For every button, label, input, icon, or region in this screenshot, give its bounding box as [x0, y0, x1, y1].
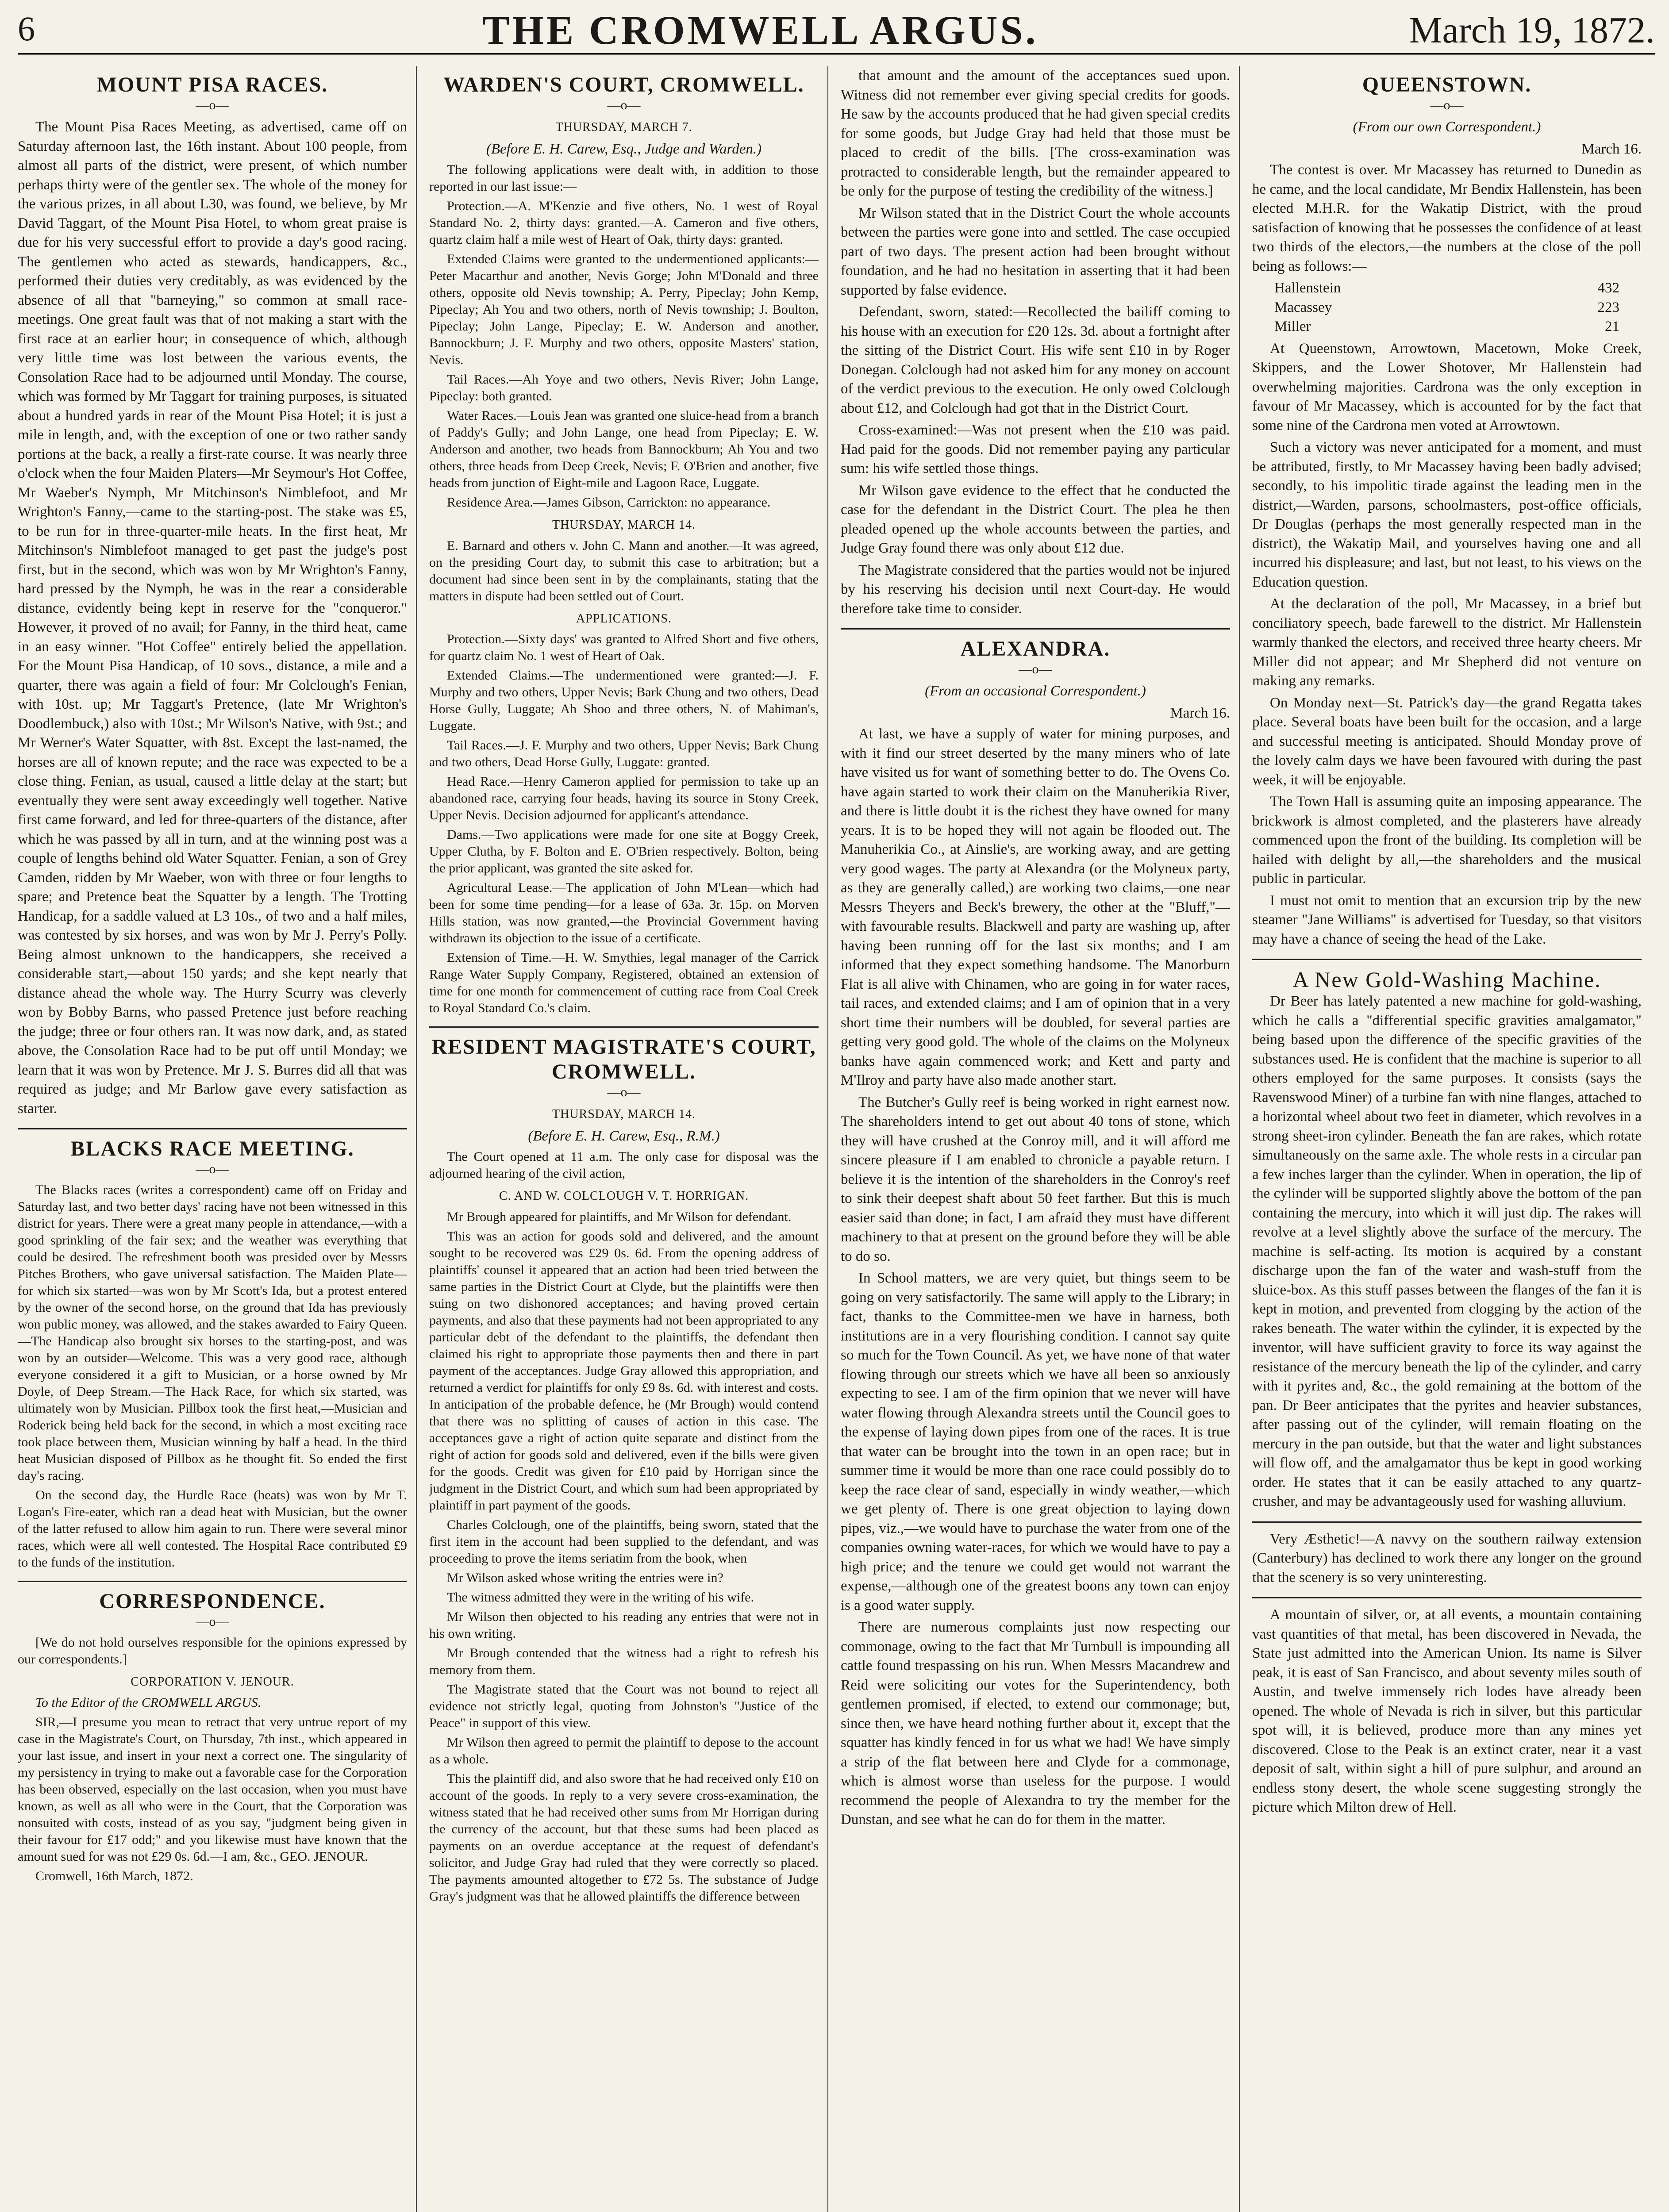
article-paragraph: Very Æsthetic!—A navvy on the southern railway extension (Canterbury) has declined to work there any longer on the ground that the scenery is so very uninteresting. [1252, 1531, 1642, 1586]
article-paragraph: In School matters, we are very quiet, but things seem to be going on very satisfactorily. The same will apply to the Library; in fact, thanks to the Committee-men we have in harness, both institutions are in a very flourishing condition. I cannot say quite so much for the Town Council. As yet, we have none of that water flowing through our streets which we have all been so anxiously expecting to see. I am of the firm opinion that we never will have water flowing through Alexandra streets until the Council goes to the expense of laying down pipes from one of the races. It is true that water can be brought into the town in an open race; but in summer time it would be more than one race could possibly do to keep the race clear of sand, especially in windy weather,—which we get plenty of. There is one great objection to laying down pipes, viz.,—we would have to purchase the water from one of the companies owning water-races, for which we would have to pay a high price; and the tenure we could get would not warrant the expense,—although one of the greatest boons any town can enjoy is a good water supply. [841, 1270, 1230, 1613]
ornament: —o— [1430, 98, 1464, 112]
ornament: —o— [1019, 662, 1052, 676]
poll-row [1272, 317, 1622, 337]
application-item: Extended Claims.—The undermentioned were granted:—J. F. Murphy and two others, Upper Nevis; Bark Chung and two others, Dead Horse Gully, Luggate; Ah Shoo and three others, N. of Mahiman's, Luggate. [429, 668, 819, 733]
article-paragraph: At Queenstown, Arrowtown, Macetown, Moke Creek, Skippers, and the Lower Shotover, Mr Hallenstein had overwhelming majorities. Cardrona was the only exception in favour of Mr Macassey, which is accounted for by the fact that some nine of the Cardrona men voted at Arrowtown. [1252, 340, 1642, 434]
article-paragraph: The Mount Pisa Races Meeting, as advertised, came off on Saturday afternoon last, the 16th instant. About 100 people, from almost all parts of the district, were present, of which number perhaps thirty were of the gentler sex. The whole of the money for the various prizes, in all about L30, was found, we believe, by Mr David Taggart, of the Mount Pisa Hotel, to whom great praise is due for his very successful effort to provide a day's good racing. The gentlemen who acted as stewards, handicappers, &c., performed their duties very creditably, as was evidenced by the absence of all that "barneying," so common at small race-meetings. One great fault was that of not making a start with the first race at an earlier hour; in consequence of which, although very little time was lost between the various events, the Consolation Race had to be adjourned until Monday. The course, which was formed by Mr Taggart for training purposes, is situated about a hundred yards in rear of the Mount Pisa Hotel; it is just a mile in length, and, with the exception of one or two rather sandy portions at the back, a really a first-rate course. It was nearly three o'clock when the four Maiden Platers—Mr Seymour's Hot Coffee, Mr Waeber's Nymph, Mr Mitchinson's Nimblefoot, and Mr Wrighton's Fanny,—came to the starting-post. The stake was £5, to be run for in three-quarter-mile heats. In the first heat, Mr Mitchinson's Nimblefoot managed to get past the judge's post first, but in the second, which was won by Mr Wrighton's Fanny, hard pressed by the Nymph, he was in the rear a considerable distance, evidently being kept in reserve for the "conqueror." However, it proved of no avail; for Fanny, in the third heat, came in an easy winner. "Hot Coffee" entirely belied the appellation. For the Mount Pisa Handicap, of 10 sovs., distance, a mile and a quarter, there was again a field of four: Mr Colclough's Fenian, with 10st. up; Mr Taggart's Pretence, (late Mr Wrighton's Doodlembuck,) also with 10st.; Mr Wilson's Native, with 9st.; and Mr Werner's Water Squatter, with 8st. Except the last-named, the horses are all of known repute; and the race was expected to be a close thing. Fenian, as usual, caused a little delay at the start; but eventually they were sent away exceedingly well together. Native first came forward, and led for three-quarters of the distance, after which he was passed by all in turn, and at the winning post was a couple of lengths behind old Water Squatter. Fenian, a son of Grey Camden, ridden by Mr Waeber, won with three or four lengths to spare; and Pretence beat the Squatter by a length. The Trotting Handicap, for a saddle valued at L3 10s., of two and a half miles, was contested by six horses, and was won by Mr J. Perry's Polly. Being almost unknown to the handicappers, she received a considerable start,—about 150 yards; and she kept nearly that distance ahead the whole way. The Hurry Scurry was cleverly won by Bobby Barns, who passed Pretence just before reaching the judge; three or four others ran. It was now dark, and, as stated above, the Consolation Race had to be put off until Monday; we learn that it was won by Pretence. Mr J. S. Burres did all that was required as judge; and Mr Barlow gave every satisfaction as starter. [18, 119, 407, 1117]
column-2 [429, 66, 819, 2212]
application-item: Dams.—Two applications were made for one site at Boggy Creek, Upper Clutha, by F. Bolton and E. O'Brien respectively. Bolton, being the prior applicant, was granted the site asked for. [429, 827, 819, 876]
candidate-votes: 432 [1597, 280, 1619, 296]
article-paragraph: The Magistrate stated that the Court was not bound to reject all evidence not strictly legal, quoting from Johnston's "Justice of the Peace" in support of this view. [429, 1682, 819, 1730]
ornament: —o— [196, 1162, 229, 1176]
column-1 [18, 66, 407, 2212]
article-separator [1252, 1521, 1642, 1523]
article-paragraph: Dr Beer has lately patented a new machine for gold-washing, which he calls a "differential specific gravities amalgamator," being based upon the difference of the specific gravities of the substances used. He is confident that the machine is superior to all others employed for the same purposes. It consists (says the Ravenswood Miner) of a turbine fan with nine flanges, attached to a horizontal wheel about two feet in diameter, which revolves in a strong sheet-iron cylinder. Beneath the fan are rakes, which rotate simultaneously on the same axle. The whole rests in a circular pan a few inches larger than the cylinder. When in operation, the lip of the cylinder will be supported slightly above the bottom of the pan containing the mercury, into which it will just dip. The rakes will revolve at a level slightly above the surface of the mercury. The machine is self-acting. Its motion is acquired by a constant discharge upon the fan of the water and wash-stuff from the sluice-box. As this stuff passes between the flanges of the fan it is kept in motion, and prevented from clogging by the action of the rakes beneath. The water within the cylinder, it is expected by the inventor, will have sufficient gravity to force its way against the resistance of the mercury beneath the lip of the cylinder, and carry with it pyrites and, &c., the gold remaining at the bottom of the pan. Dr Beer anticipates that the pyrites and heavier substances, after passing out of the cylinder, will remain floating on the mercury in the pan outside, but that the water and light substances will flow off, and the amalgamator thus be kept in good working order. He states that it can be easily attached to any quartz-crusher, and may be advantageously used for washing alluvium. [1252, 993, 1642, 1509]
article-paragraph: E. Barnard and others v. John C. Mann and another.—It was agreed, on the presiding Court day, to submit this case to arbitration; but a document had since been sent in by the complainants, stating that the matters in dispute had been settled out of Court. [429, 538, 819, 603]
article-paragraph: Mr Wilson asked whose writing the entries were in? [447, 1570, 723, 1585]
dateline: March 16. [1581, 141, 1642, 157]
ornament: —o— [607, 1085, 641, 1099]
article-separator [18, 1581, 407, 1582]
issue-date: March 19, 1872. [1409, 10, 1655, 51]
court-date: THURSDAY, MARCH 7. [555, 120, 692, 134]
application-item: Head Race.—Henry Cameron applied for permission to take up an abandoned race, carrying four heads, having its source in Stony Creek, Upper Nevis. Decision adjourned for applicant's attendance. [429, 774, 819, 822]
poll-row [1272, 298, 1622, 318]
article-paragraph: Charles Colclough, one of the plaintiffs, being sworn, stated that the first item in the account had been supplied to the defendant, and was proceeding to prove the items seriatim from the book, when [429, 1517, 819, 1566]
article-paragraph: Defendant, sworn, stated:—Recollected the bailiff coming to his house with an execution for £20 12s. 3d. about a fortnight after the sitting of the District Court. His wife sent £10 in by Roger Donegan. Colclough had not asked him for any money on account of the verdict previous to the execution. He only owed Colclough about £12, and Colclough had got that in the District Court. [841, 304, 1230, 416]
article-paragraph: Water Races.—Louis Jean was granted one sluice-head from a branch of Paddy's Gully; and John Lange, one head from Pipeclay; E. W. Anderson and another, two heads from Bannockburn; Ah You and two others, three heads from Deep Creek, Nevis; F. O'Brien and another, five heads from junction of Eight-mile and Lagoon Race, Luggate. [429, 408, 819, 490]
article-title-wardens-court: WARDEN'S COURT, CROMWELL. [443, 73, 804, 96]
article-paragraph: The Town Hall is assuming quite an imposing appearance. The brickwork is almost completed, and the plasterers have already commenced upon the front of the building. Its completion will be hailed with delight by all,—the shareholders and the musical public in particular. [1252, 794, 1642, 887]
article-paragraph: The Court opened at 11 a.m. The only case for disposal was the adjourned hearing of the civil action, [429, 1149, 819, 1181]
letter-signoff: Cromwell, 16th March, 1872. [35, 1868, 193, 1883]
article-paragraph: The Butcher's Gully reef is being worked in right earnest now. The shareholders intend to get out about 40 tons of stone, which they will have crushed at the Conroy mill, and it will afford me sincere pleasure if I am enabled to chronicle a payable return. I believe it is the intention of the shareholders in the Conroy's reef to sink their deepest shaft about 50 feet farther. But this is much easier said than done; in fact, I am afraid they must have different machinery to that at present on the ground before they will be able to do so. [841, 1094, 1230, 1264]
article-paragraph: The witness admitted they were in the writing of his wife. [447, 1590, 754, 1605]
article-title-gold-washing-machine: A New Gold-Washing Machine. [1292, 967, 1601, 992]
editorial-note: [We do not hold ourselves responsible for the opinions expressed by our correspondents.] [18, 1635, 407, 1667]
dateline: March 16. [1170, 705, 1230, 721]
article-title-mount-pisa-races: MOUNT PISA RACES. [96, 73, 328, 96]
article-paragraph: The Blacks races (writes a correspondent) came off on Friday and Saturday last, and two better days' racing have not been witnessed in this district for years. There were a great many people in attendance,—with a good sprinkling of the fair sex; and the weather was everything that could be desired. The refreshment booth was presided over by Messrs Pitches Brothers, who gave universal satisfaction. The Maiden Plate—for which six started—was won by Mr Scott's Ida, but a protest entered by the owner of the second horse, on the ground that Ida has previously won public money, was allowed, and the stakes awarded to Fairy Queen.—The Handicap also brought six horses to the starting-post, and was won by an outsider—Welcome. This was a very good race, although everyone considered it a gift to Musician, or a horse owned by Mr Doyle, of Deep Stream.—The Hack Race, for which six started, was ultimately won by Musician. Pillbox took the first heat,—Musician and Roderick being held back for the second, in which a most exciting race took place between them, Musician winning by half a head. In the third heat Musician disposed of Pillbox as he thought fit. So ended the first day's racing. [18, 1183, 407, 1483]
candidate-name: Macassey [1274, 299, 1332, 315]
column-rule [827, 66, 828, 2212]
court-date: THURSDAY, MARCH 14. [552, 518, 696, 532]
article-paragraph: At the declaration of the poll, Mr Macassey, in a brief but conciliatory speech, bade farewell to the district. Mr Hallenstein warmly thanked the electors, and received three hearty cheers. Mr Miller did not appear; and Mr Shepherd did not venture on making any remarks. [1252, 596, 1642, 689]
letter-title: CORPORATION V. JENOUR. [131, 1675, 294, 1689]
article-paragraph: Extended Claims were granted to the undermentioned applicants:—Peter Macarthur and another, Nevis Gorge; John M'Donald and three others, opposite old Nevis township; A. Perry, Pipeclay; John Kemp, Pipeclay; Ah You and two others, north of Nevis township; J. Boulton, Pipeclay; John Lange, Pipeclay; E. W. Anderson and another, Bannockburn; J. F. Murphy and two others, opposite Masters' station, Nevis. [429, 252, 819, 367]
ornament: —o— [196, 98, 229, 112]
article-paragraph: Mr Wilson gave evidence to the effect that he conducted the case for the defendant in the District Court. The plea he then pleaded opened up the whole accounts between the parties, and Judge Gray found there was only about £12 due. [841, 482, 1230, 556]
article-paragraph: Cross-examined:—Was not present when the £10 was paid. Had paid for the goods. Did not remember paying any particular sum: his wife settled those things. [841, 422, 1230, 476]
article-paragraph: Residence Area.—James Gibson, Carrickton: no appearance. [447, 495, 771, 510]
letter-body: SIR,—I presume you mean to retract that very untrue report of my case in the Magistrate's Court, on Thursday, 7th inst., which appeared in your last issue, and insert in your next a correct one. The singularity of my persistency in trying to make out a favorable case for the Corporation has been observed, especially on the last occasion, when you must have known, as well as all who were in the Court, that the Corporation was nonsuited with costs, instead of as you say, "judgment being given in their favour for £17 odd;" and you likewise must have known that the amount sued for was not £29 0s. 6d.—I am, &c., GEO. JENOUR. [18, 1714, 407, 1864]
article-paragraph: Mr Brough contended that the witness had a right to refresh his memory from them. [429, 1645, 819, 1677]
article-paragraph: that amount and the amount of the acceptances sued upon. Witness did not remember ever giving special credits for goods. He saw by the accounts produced that he had given special credits for some goods, but Judge Gray had held that those must be placed to credit of the bills. [The cross-examination was protracted to considerable length, but the remainder appeared to be only for the purpose of testing the credibility of the witness.] [841, 68, 1230, 199]
paper-title: THE CROMWELL ARGUS. [482, 8, 1038, 53]
article-paragraph: Such a victory was never anticipated for a moment, and must be attributed, firstly, to Mr Macassey having been badly advised; secondly, to his impolitic tirade against the leading men in the district,—Warden, parsons, schoolmasters, post-office officials, Dr Douglas (perhaps the most generally respected man in the district), the Wakatip Mail, and yourselves having one and all incurred his displeasure; and last, but not least, to his views on the Education question. [1252, 439, 1642, 590]
case-title: C. AND W. COLCLOUGH V. T. HORRIGAN. [499, 1189, 749, 1203]
ornament: —o— [196, 1614, 229, 1629]
applications-label: APPLICATIONS. [576, 611, 672, 626]
article-paragraph: At last, we have a supply of water for mining purposes, and with it find our street deserted by the many miners who of late have visited us for want of something better to do. The Ovens Co. have again started to work their claim on the Manuherikia River, and there is little doubt it is the richest they have owned for many years. It is to be hoped they will not again be flooded out. The Manuherikia Co., at Ainslie's, are working away, and are getting very good wages. The party at Alexandra (or the Molyneux party, as they are generally called,) are working two claims,—one near Messrs Theyers and Beck's brewery, the other at the "Bluff,"—with favourable results. Blackwell and party are washing up, after having been running off for the last six months; and I am informed that they expect something handsome. The Manorburn Flat is all alive with Chinamen, who are going in for water races, tail races, and extended claims; and I am of opinion that in a very short time their numbers will be doubled, for several parties are getting very good gold. The whole of the claims on the Molyneux banks have again commenced work; and Kett and party and M'Ilroy and party have also made another start. [841, 726, 1230, 1088]
court-presiding: (Before E. H. Carew, Esq., R.M.) [528, 1128, 720, 1144]
article-separator [18, 1128, 407, 1129]
column-4 [1252, 66, 1642, 2212]
section-title-correspondence: CORRESPONDENCE. [99, 1590, 326, 1613]
ornament: —o— [607, 98, 641, 112]
correspondent-line: (From an occasional Correspondent.) [925, 683, 1146, 699]
article-paragraph: This was an action for goods sold and delivered, and the amount sought to be recovered was £29 0s. 6d. From the opening address of plaintiffs' counsel it appeared that an action had been tried between the same parties in the District Court at Clyde, but the plaintiffs were then suing on two dishonored acceptances; and having proved certain payments, and also that these payments had not been appropriated to any particular debt of the defendant to the plaintiffs, the defendant then claimed his right to appropriate those payments then and there in part payment of the acceptances. Judge Gray allowed this appropriation, and returned a verdict for plaintiffs for only £9 8s. 6d. with interest and costs. In anticipation of the probable defence, he (Mr Brough) would contend that there was no splitting of causes of action in this case. The acceptances gave a right of action quite separate and distinct from the right of action for goods sold and delivered, even if the bills were given for the goods. Credit was given for £10 paid by Horrigan since the judgment in the District Court, and which sum had been appropriated by plaintiff in part payment of the goods. [429, 1229, 819, 1513]
article-paragraph: Mr Wilson stated that in the District Court the whole accounts between the parties were gone into and settled. The case occupied part of two days. The present action had been brought without foundation, and he had no hesitation in asserting that it had been supported by false evidence. [841, 205, 1230, 298]
article-separator [429, 1026, 819, 1028]
column-3 [841, 66, 1230, 2212]
column-rule [416, 66, 417, 2212]
article-paragraph: Mr Brough appeared for plaintiffs, and Mr Wilson for defendant. [447, 1209, 792, 1224]
article-separator [841, 628, 1230, 630]
application-item: Tail Races.—J. F. Murphy and two others, Upper Nevis; Bark Chung and two others, Dead Horse Gully, Luggate: granted. [429, 738, 819, 769]
article-paragraph: Tail Races.—Ah Yoye and two others, Nevis River; John Lange, Pipeclay: both granted. [429, 372, 819, 403]
article-title-alexandra: ALEXANDRA. [960, 637, 1111, 661]
article-paragraph: Mr Wilson then objected to his reading any entries that were not in his own writing. [429, 1609, 819, 1641]
candidate-votes: 21 [1605, 319, 1619, 334]
article-paragraph: Protection.—A. M'Kenzie and five others, No. 1 west of Royal Standard No. 2, thirty days: granted.—A. Cameron and five others, quartz claim half a mile west of Heart of Oak, thirty days: granted. [429, 199, 819, 247]
article-paragraph: On Monday next—St. Patrick's day—the grand Regatta takes place. Several boats have been built for the occasion, and a large and successful meeting is anticipated. Should Monday prove of the lovely calm days we have been favoured with during the past week, it will be enjoyable. [1252, 695, 1642, 788]
article-separator [1252, 1597, 1642, 1598]
article-paragraph: The following applications were dealt with, in addition to those reported in our last issue:— [429, 162, 819, 194]
article-paragraph: The Magistrate considered that the parties would not be injured by his reserving his decision until next Court-day. He would therefore take time to consider. [841, 562, 1230, 617]
poll-results-table [1272, 279, 1622, 337]
application-item: Extension of Time.—H. W. Smythies, legal manager of the Carrick Range Water Supply Company, Registered, obtained an extension of time for one month for commencement of cutting race from Coal Creek to Royal Standard Co.'s claim. [429, 950, 819, 1015]
court-date: THURSDAY, MARCH 14. [552, 1107, 696, 1121]
application-item: Protection.—Sixty days' was granted to Alfred Short and five others, for quartz claim No. 1 west of Heart of Oak. [429, 632, 819, 663]
article-title-queenstown: QUEENSTOWN. [1362, 73, 1532, 96]
candidate-name: Miller [1274, 319, 1311, 334]
article-paragraph: On the second day, the Hurdle Race (heats) was won by Mr T. Logan's Fire-eater, which ran a dead heat with Musician, but the owner of the latter refused to allow him again to run. There were several minor races, which were all well contested. The Hospital Race contributed £9 to the funds of the institution. [18, 1488, 407, 1570]
court-presiding: (Before E. H. Carew, Esq., Judge and Warden.) [486, 141, 762, 157]
article-title-magistrates-court: RESIDENT MAGISTRATE'S COURT, CROMWELL. [431, 1035, 816, 1083]
application-item: Agricultural Lease.—The application of John M'Lean—which had been for some time pending—for a lease of 63a. 3r. 15p. on Morven Hills station, was now granted,—the Provincial Government having withdrawn its objection to the issue of a certificate. [429, 880, 819, 945]
article-title-blacks-race-meeting: BLACKS RACE MEETING. [70, 1137, 354, 1160]
article-paragraph: I must not omit to mention that an excursion trip by the new steamer "Jane Williams" is advertised for Tuesday, so that visitors may have a chance of seeing the head of the Lake. [1252, 892, 1642, 947]
candidate-name: Hallenstein [1274, 280, 1341, 296]
poll-row [1272, 279, 1622, 298]
column-rule [1239, 66, 1240, 2212]
candidate-votes: 223 [1597, 299, 1619, 315]
letter-salutation: To the Editor of the CROMWELL ARGUS. [35, 1695, 262, 1710]
page-number: 6 [18, 9, 35, 48]
masthead [18, 4, 1655, 55]
correspondent-line: (From our own Correspondent.) [1353, 119, 1541, 135]
article-paragraph: The contest is over. Mr Macassey has returned to Dunedin as he came, and the local candidate, Mr Bendix Hallenstein, has been elected M.H.R. for the Wakatip District, with the proud satisfaction of knowing that he possesses the confidence of at least two thirds of the electors,—the numbers at the close of the poll being as follows:— [1252, 162, 1642, 274]
article-separator [1252, 959, 1642, 960]
article-paragraph: A mountain of silver, or, at all events, a mountain containing vast quantities of that metal, has been discovered in Nevada, the State just admitted into the American Union. Its name is Silver peak, it is east of San Francisco, and about seventy miles south of Austin, and twelve immensely rich lodes have already been opened. The whole of Nevada is rich in silver, but this particular spot will, it is believed, produce more than any mines yet discovered. Close to the Peak is an extinct crater, near it a vast deposit of salt, within sight a hill of pure sulphur, and around an endless stony desert, the whole scene suggesting strongly the picture which Milton drew of Hell. [1252, 1607, 1642, 1815]
article-paragraph: This the plaintiff did, and also swore that he had received only £10 on account of the goods. In reply to a very severe cross-examination, the witness stated that he had received other sums from Mr Horrigan during the currency of the account, but that these sums had been placed as payments on an overdue acceptance at the request of defendant's solicitor, and Judge Gray had ruled that they were correctly so placed. The payments amounted altogether to £72 5s. The substance of Judge Gray's judgment was that he allowed plaintiffs the difference between [429, 1771, 819, 1904]
article-paragraph: Mr Wilson then agreed to permit the plaintiff to depose to the account as a whole. [429, 1735, 819, 1767]
article-paragraph: There are numerous complaints just now respecting our commonage, owing to the fact that Mr Turnbull is impounding all cattle found trespassing on his run. When Messrs Macandrew and Reid were soliciting our votes for the Superintendency, both gentlemen promised, if elected, to extend our commonage; but, since then, we have heard nothing further about it, except that the squatter has kindly fenced in for us what we had! We have simply a strip of the flat between here and Clyde for a commonage, which is almost worse than useless for the purpose. I would recommend the people of Alexandra to try the member for the Dunstan, and see what he can do for them in the matter. [841, 1619, 1230, 1828]
